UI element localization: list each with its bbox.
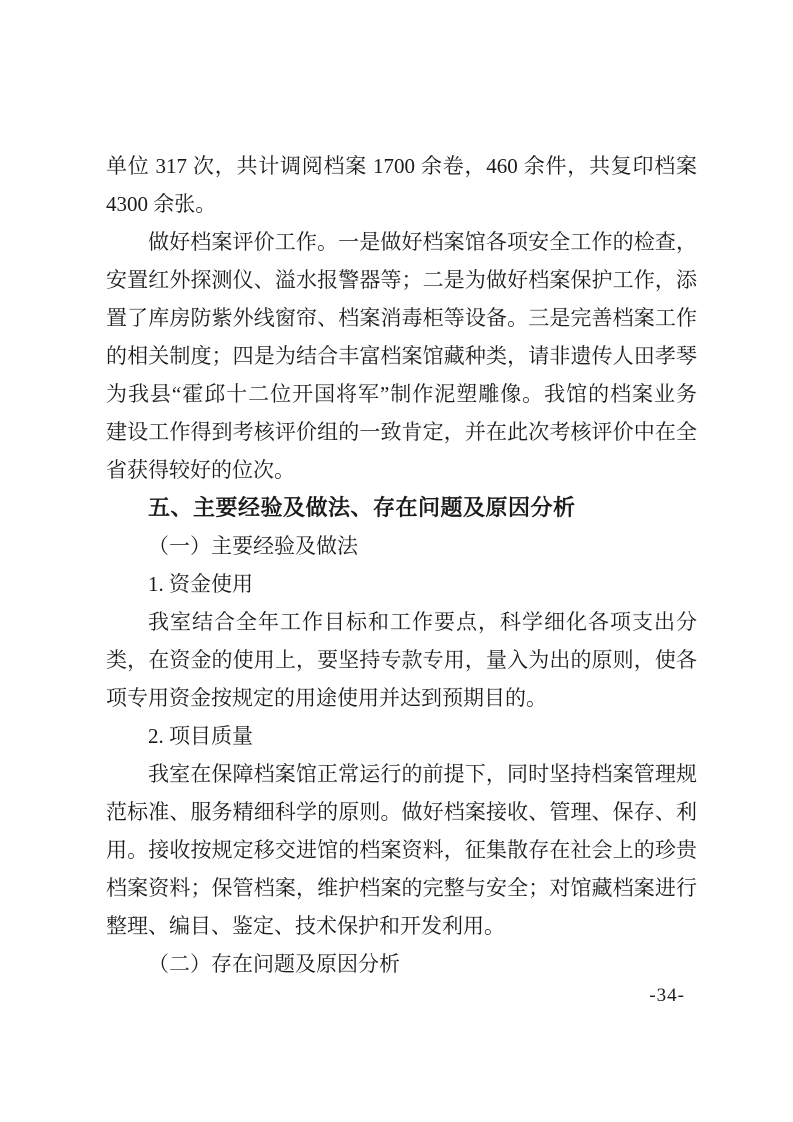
text-line: （一）主要经验及做法 — [148, 534, 358, 558]
text-line: 范标准、服务精细科学的原则。做好档案接收、管理、保存、利 — [106, 800, 697, 824]
text-line: 建设工作得到考核评价组的一致肯定，并在此次考核评价中在全 — [106, 420, 697, 444]
text-line: 项专用资金按规定的用途使用并达到预期目的。 — [106, 686, 547, 710]
text-line: 用。接收按规定移交进馆的档案资料，征集散存在社会上的珍贵 — [106, 838, 697, 862]
text-line: 做好档案评价工作。一是做好档案馆各项安全工作的检查， — [148, 230, 697, 254]
text-line: 档案资料；保管档案，维护档案的完整与安全；对馆藏档案进行 — [106, 876, 697, 900]
text-line: 类，在资金的使用上，要坚持专款专用，量入为出的原则，使各 — [106, 648, 697, 672]
text-line: 1. 资金使用 — [148, 572, 253, 596]
text-line: 省获得较好的位次。 — [106, 458, 295, 482]
text-line: 我室在保障档案馆正常运行的前提下，同时坚持档案管理规 — [148, 762, 697, 786]
text-line: 单位 317 次，共计调阅档案 1700 余卷，460 余件，共复印档案 — [106, 154, 697, 178]
text-line: 整理、编目、鉴定、技术保护和开发利用。 — [106, 914, 505, 938]
text-line: 为我县“霍邱十二位开国将军”制作泥塑雕像。我馆的档案业务 — [106, 382, 697, 406]
text-line: （二）存在问题及原因分析 — [148, 952, 400, 976]
text-line: 2. 项目质量 — [148, 724, 253, 748]
page-number: -34- — [649, 985, 685, 1006]
section-heading: 五、主要经验及做法、存在问题及原因分析 — [148, 495, 576, 520]
text-line: 我室结合全年工作目标和工作要点，科学细化各项支出分 — [148, 610, 697, 634]
text-line: 的相关制度；四是为结合丰富档案馆藏种类，请非遗传人田孝琴 — [106, 344, 697, 368]
text-line: 置了库房防紫外线窗帘、档案消毒柜等设备。三是完善档案工作 — [106, 306, 697, 330]
text-line: 4300 余张。 — [106, 192, 217, 216]
text-line: 安置红外探测仪、溢水报警器等；二是为做好档案保护工作，添 — [106, 268, 697, 292]
document-body — [106, 147, 697, 983]
